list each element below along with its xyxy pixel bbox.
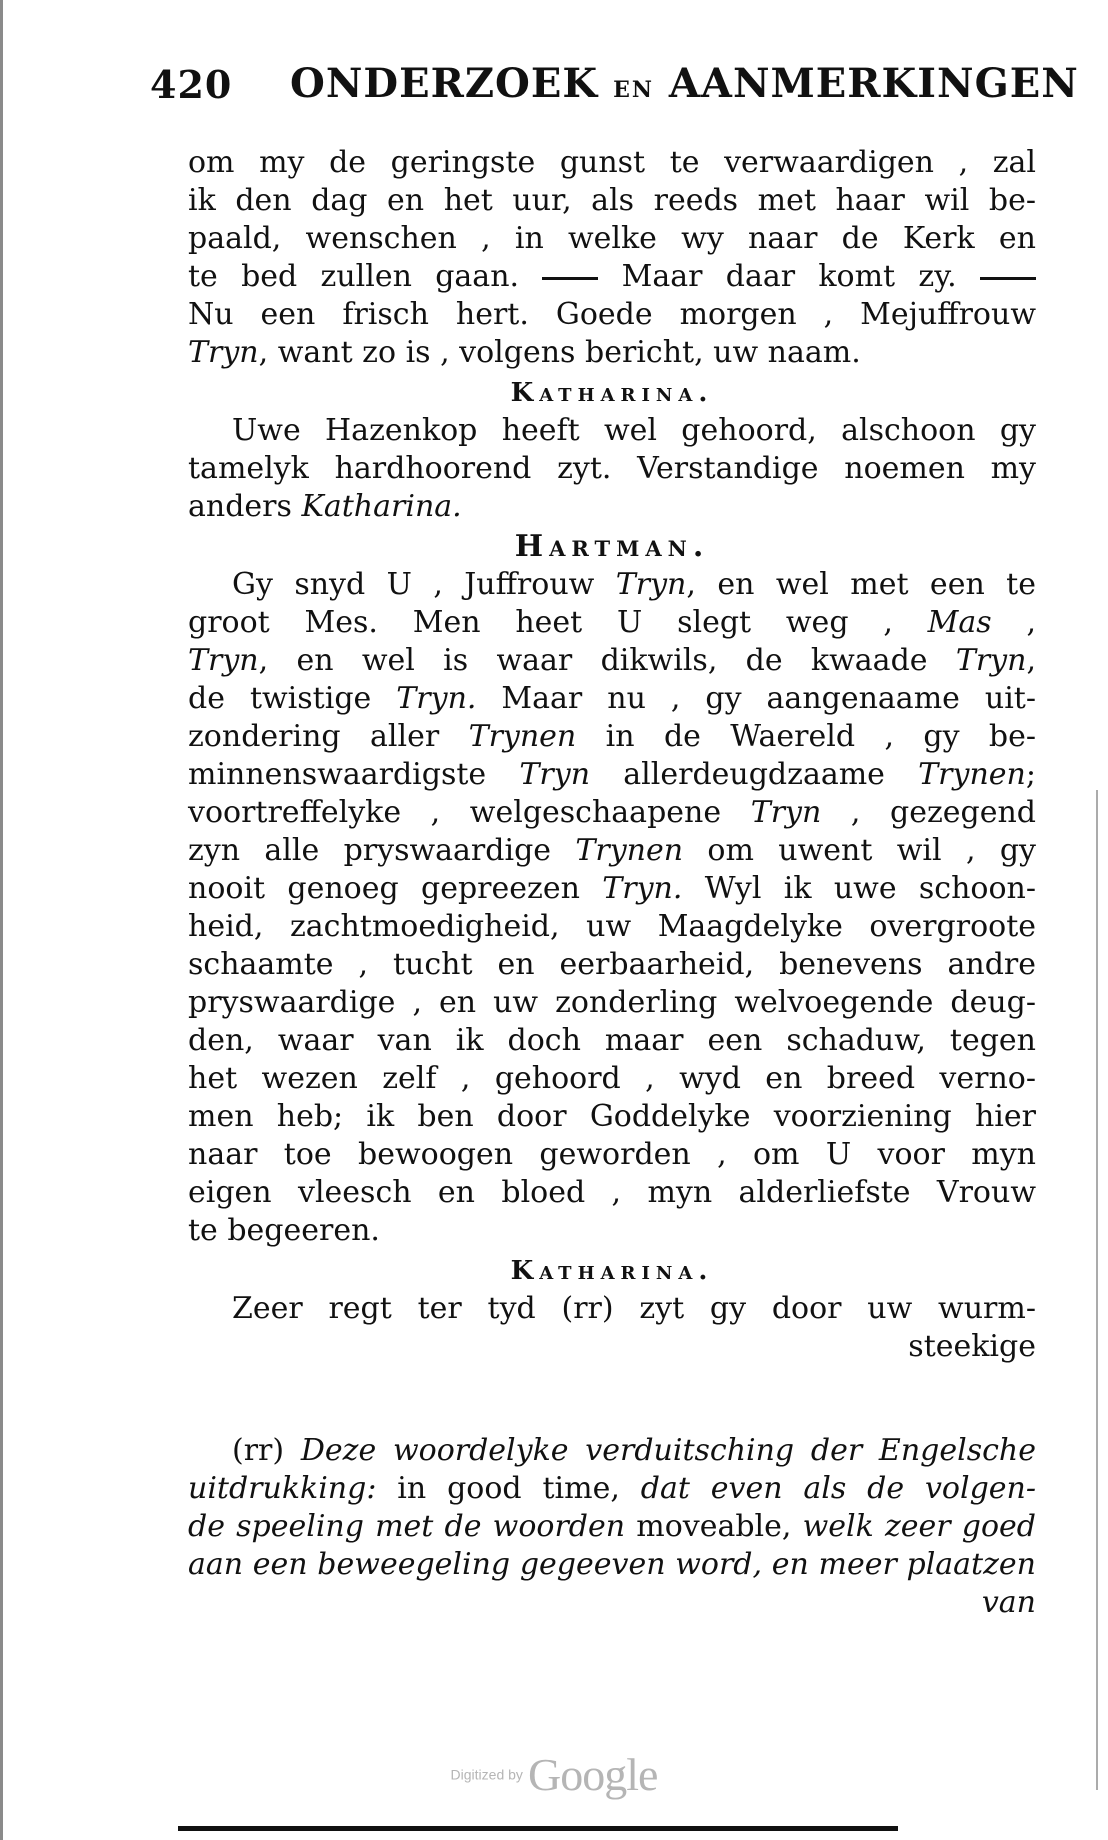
- text-line: [188, 566, 1036, 604]
- running-title: [290, 60, 1079, 107]
- text-fragment: voortreffelyke , welgeschaapene: [188, 795, 751, 830]
- italic-text: dat even als de volgen-: [640, 1471, 1036, 1506]
- text-line: [188, 680, 1036, 718]
- text-line: [188, 488, 1036, 526]
- text-line: Nu een frisch hert. Goede morgen , Mejuffrouw: [188, 297, 1036, 332]
- speaker-heading: Hartman.: [514, 529, 710, 564]
- text-fragment: anders: [188, 489, 292, 524]
- text-fragment: , gezegend: [821, 795, 1037, 830]
- text-fragment: Maar nu , gy aangenaame uit-: [476, 681, 1036, 716]
- text-line: men heb; ik ben door Goddelyke voorziening hier: [188, 1099, 1036, 1134]
- italic-name: Tryn: [750, 795, 822, 830]
- footnote-line: [188, 1432, 1036, 1470]
- italic-name: Trynen: [468, 719, 577, 754]
- running-title-part-1: ONDERZOEK: [290, 60, 599, 107]
- running-title-conjunction: EN: [613, 77, 654, 103]
- text-line: [188, 258, 1036, 296]
- text-line: [188, 870, 1036, 908]
- text-fragment: Maar daar komt zy.: [621, 259, 957, 294]
- speaker-heading: Katharina.: [510, 378, 714, 408]
- italic-text: de speeling met de woorden: [188, 1509, 626, 1544]
- text-fragment: om uwent wil , gy: [683, 833, 1036, 868]
- text-fragment: ;: [1025, 757, 1036, 792]
- text-fragment: moveable,: [625, 1509, 803, 1544]
- text-fragment: allerdeugdzaame: [590, 757, 919, 792]
- running-title-part-2: AANMERKINGEN: [668, 60, 1079, 107]
- text-line: [188, 718, 1036, 756]
- italic-text: uitdrukking:: [188, 1471, 377, 1506]
- main-text: [188, 144, 1036, 1366]
- text-fragment: Wyl ik uwe schoon-: [682, 871, 1036, 906]
- text-fragment: , want zo is , volgens bericht, uw naam.: [258, 335, 861, 370]
- text-line: schaamte , tucht en eerbaarheid, benevens andre: [188, 947, 1036, 982]
- italic-text: welk zeer goed: [802, 1509, 1037, 1544]
- text-line: Zeer regt ter tyd (rr) zyt gy door uw wurm-: [232, 1291, 1036, 1326]
- em-dash: [542, 277, 598, 280]
- text-fragment: in de Waereld , gy be-: [576, 719, 1036, 754]
- text-fragment: minnenswaardigste: [188, 757, 520, 792]
- footnote-line: [188, 1546, 1036, 1584]
- em-dash: [980, 277, 1036, 280]
- text-line: Uwe Hazenkop heeft wel gehoord, alschoon gy: [232, 413, 1036, 448]
- text-line: [188, 794, 1036, 832]
- page-number: 420: [150, 62, 233, 107]
- text-fragment: in good time,: [376, 1471, 641, 1506]
- text-line: het wezen zelf , gehoord , wyd en breed verno-: [188, 1061, 1036, 1096]
- italic-name: Tryn.: [396, 681, 477, 716]
- text-line: paald, wenschen , in welke wy naar de Kerk en: [188, 221, 1036, 256]
- speaker-heading: Katharina.: [510, 1256, 714, 1286]
- italic-name: Katharina.: [301, 489, 462, 524]
- running-header: [150, 56, 1079, 116]
- text-fragment: groot Mes. Men heet U slegt weg ,: [188, 605, 928, 640]
- italic-text: van: [981, 1585, 1036, 1620]
- italic-text: aan een beweegeling gegeeven word, en meer plaatzen: [188, 1547, 1036, 1582]
- italic-name: Tryn: [955, 643, 1027, 678]
- text-fragment: nooit genoeg gepreezen: [188, 871, 603, 906]
- footnote-marker: (rr): [232, 1433, 301, 1468]
- italic-name: Mas: [927, 605, 992, 640]
- text-line: tamelyk hardhoorend zyt. Verstandige noemen my: [188, 451, 1036, 486]
- italic-name: Tryn: [615, 567, 687, 602]
- text-fragment: zyn alle pryswaardige: [188, 833, 576, 868]
- text-fragment: de twistige: [188, 681, 397, 716]
- page-edge-shadow: [0, 0, 3, 1840]
- text-line: om my de geringste gunst te verwaardigen , zal: [188, 145, 1036, 180]
- text-line: [188, 756, 1036, 794]
- google-logo: Google: [528, 1749, 658, 1800]
- text-line: [188, 334, 1036, 372]
- text-fragment: ,: [1026, 643, 1036, 678]
- footnote: [188, 1432, 1036, 1622]
- text-line: [188, 604, 1036, 642]
- text-fragment: te bed zullen gaan.: [188, 259, 520, 294]
- watermark-prefix: Digitized by: [450, 1766, 523, 1783]
- text-fragment: , en wel met een te: [686, 567, 1036, 602]
- italic-name: Trynen: [575, 833, 684, 868]
- text-line: te begeeren.: [188, 1213, 380, 1248]
- text-line: pryswaardige , en uw zonderling welvoegende deug-: [188, 985, 1036, 1020]
- text-fragment: , en wel is waar dikwils, de kwaade: [258, 643, 956, 678]
- text-line: heid, zachtmoedigheid, uw Maagdelyke overgroote: [188, 909, 1036, 944]
- catchword: [188, 1584, 1036, 1622]
- digitization-watermark: [0, 1748, 1108, 1801]
- text-line: eigen vleesch en bloed , myn alderliefste Vrouw: [188, 1175, 1036, 1210]
- text-line: den, waar van ik doch maar een schaduw, tegen: [188, 1023, 1036, 1058]
- bottom-edge-rule: [178, 1826, 898, 1831]
- text-line: [188, 832, 1036, 870]
- text-line: naar toe bewoogen geworden , om U voor myn: [188, 1137, 1036, 1172]
- text-fragment: ,: [991, 605, 1036, 640]
- italic-name: Tryn: [188, 335, 259, 370]
- gutter-shadow: [1096, 790, 1098, 1790]
- catchword: steekige: [908, 1329, 1036, 1364]
- footnote-line: [188, 1470, 1036, 1508]
- text-line: ik den dag en het uur, als reeds met haar wil be-: [188, 183, 1036, 218]
- italic-name: Tryn: [188, 643, 259, 678]
- text-fragment: Gy snyd U , Juffrouw: [232, 567, 616, 602]
- footnote-line: [188, 1508, 1036, 1546]
- italic-name: Tryn.: [602, 871, 683, 906]
- italic-text: Deze woordelyke verduitsching der Engelsche: [300, 1433, 1036, 1468]
- italic-name: Trynen: [918, 757, 1026, 792]
- text-fragment: zondering aller: [188, 719, 469, 754]
- text-line: [188, 642, 1036, 680]
- italic-name: Tryn: [519, 757, 591, 792]
